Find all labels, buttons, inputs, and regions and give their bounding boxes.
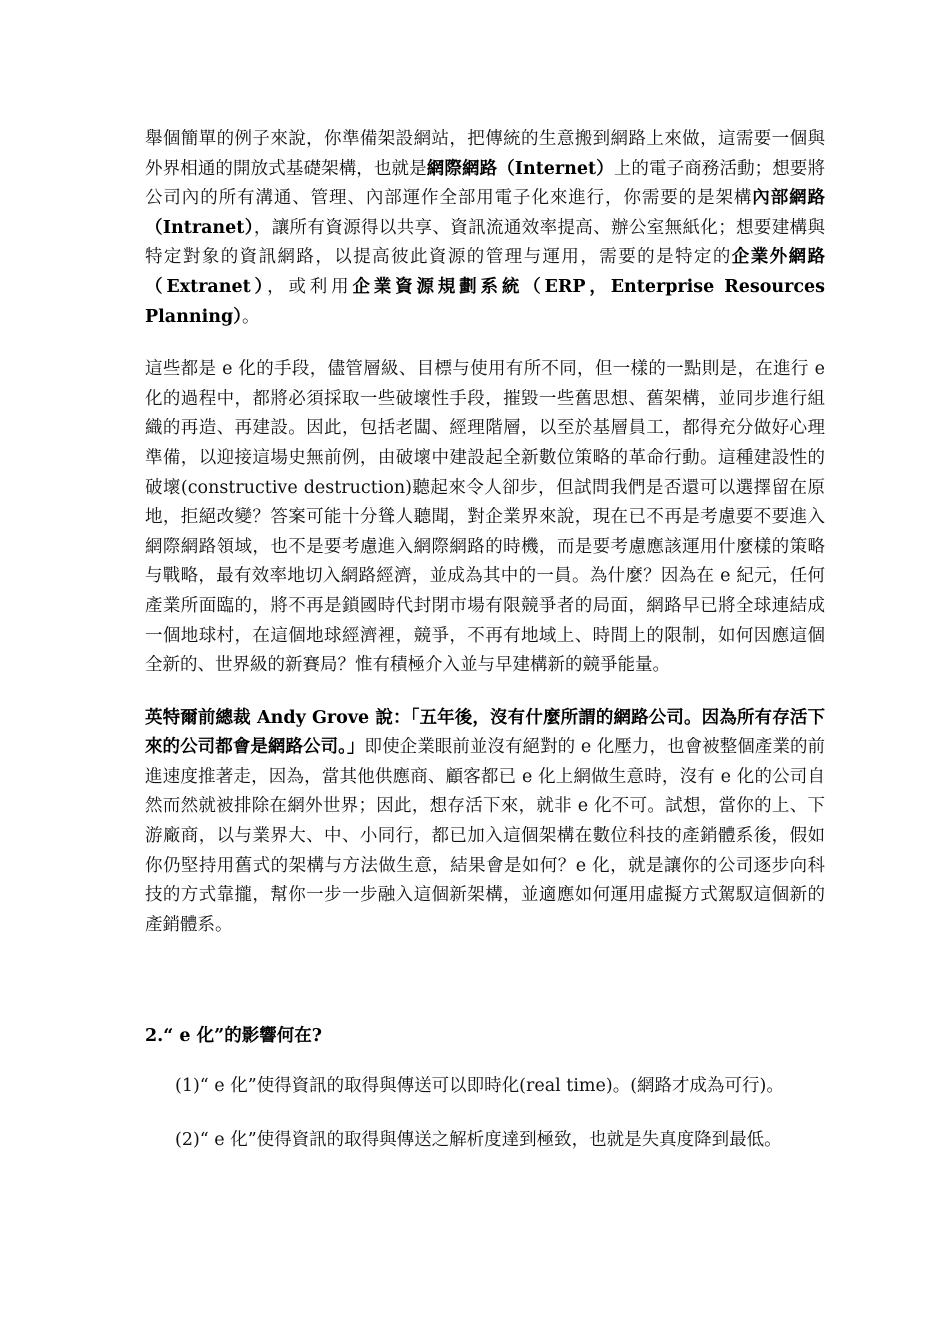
section-heading-text: 2.“ e 化”的影響何在? — [145, 1026, 322, 1047]
effects-list — [175, 1072, 825, 1155]
term-intranet: 內部網路（Intranet） — [145, 188, 826, 238]
list-item: (2)“ e 化”使得資訊的取得與傳送之解析度達到極致，也就是失真度降到最低。 — [175, 1129, 782, 1150]
paragraph-1-text-5: 。 — [241, 306, 260, 327]
section-heading — [145, 1022, 825, 1052]
paragraph-2: 這些都是 e 化的手段，儘管層級、目標与使用有所不同，但一樣的一點則是，在進行 e 化的過程中，都將必須採取一些破壞性手段，摧毀一些舊思想、舊架構，並同步進行組織的再造、再建設。因此，包括老闆、經理階層，以至於基層員工，都得充分做好心理準備，以迎接這場史無前例，由破壞中建設起全新數位策略的革命行動。這種建設性的破壞(constructive destruction)聽起來令人卻步，但試問我們是否還可以選擇留在原地，拒絕改變？答案可能十分聳人聽聞，對企業界來說，現在已不再是考慮要不要進入網際網路領域，也不是要考慮進入網際網路的時機，而是要考慮應該運用什麼樣的策略与戰略，最有效率地切入網路經濟，並成為其中的一員。為什麼？因為在 e 紀元，任何產業所面臨的，將不再是鎖國時代封閉市場有限競爭者的局面，網路早已將全球連結成一個地球村，在這個地球經濟裡，競爭，不再有地域上、時間上的限制，如何因應這個全新的、世界級的新賽局？惟有積極介入並与早建構新的競爭能量。 — [145, 359, 825, 676]
paragraph-1 — [145, 125, 825, 332]
document-page — [145, 125, 825, 1179]
term-erp: 企業資源規劃系統（ERP，Enterprise Resources Planning） — [145, 276, 826, 327]
paragraph-1-text-1: 舉個簡單的例子來說，你準備架設網站，把傳統的生意搬到網路上來做，這需要一個與外界相通的開放式基礎架構，也就是 — [145, 129, 825, 179]
paragraph-1-text-2: 上的電子商務活動；想要將公司內的所有溝通、管理、內部運作全部用電子化來進行，你需要的是架構 — [145, 158, 826, 209]
andy-grove-quote: 英特爾前總裁 Andy Grove 說：「五年後，沒有什麼所謂的網路公司。因為所有存活下來的公司都會是網路公司。」 — [145, 707, 825, 758]
paragraph-3 — [145, 704, 825, 941]
paragraph-1-text-3: ，讓所有資源得以共享、資訊流通效率提高、辦公室無紙化；想要建構與特定對象的資訊網路，以提高彼此資源的管理与運用，需要的是特定的 — [145, 217, 825, 268]
paragraph-1-text-4: ，或利用 — [267, 276, 353, 297]
term-internet: 網際網路（Internet） — [426, 158, 614, 179]
list-item: (1)“ e 化”使得資訊的取得與傳送可以即時化(real time)。(網路才成為可行)。 — [175, 1076, 784, 1097]
paragraph-3-text: 即使企業眼前並沒有絕對的 e 化壓力，也會被整個產業的前進速度推著走，因為，當其他供應商、顧客都已 e 化上網做生意時，沒有 e 化的公司自然而然就被排除在網外世界；因此，想存活下來，就非 e 化不可。試想，當你的上、下游廠商，以与業界大、中、小同行，都已加入這個架構在數位科技的產銷體系後，假如你仍堅持用舊式的架構与方法做生意，結果會是如何？e 化，就是讓你的公司逐步向科技的方式靠攏，幫你一步一步融入這個新架構，並適應如何運用虛擬方式駕馭這個新的產銷體系。 — [145, 737, 826, 935]
term-extranet: 企業外網路（Extranet） — [145, 247, 826, 297]
